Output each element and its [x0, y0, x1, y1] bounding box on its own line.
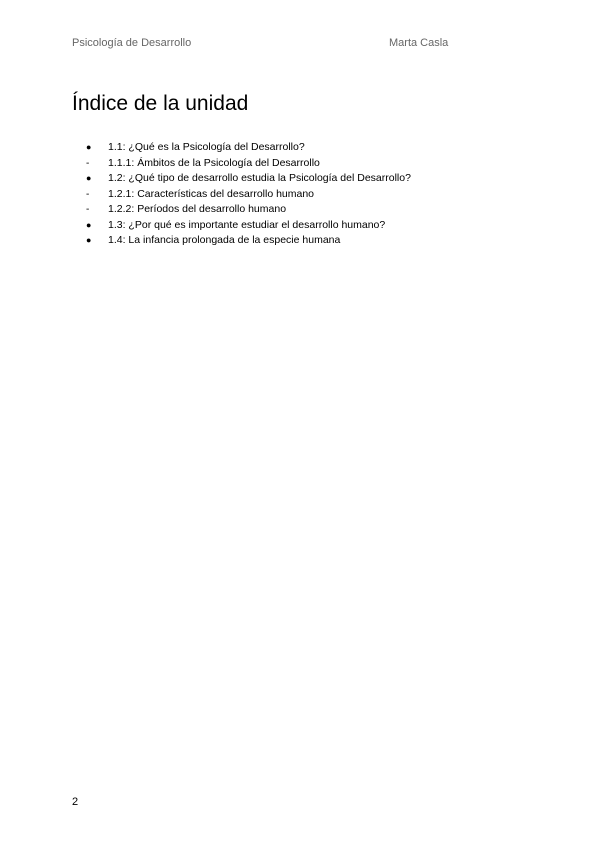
dash-marker: -: [86, 157, 90, 169]
toc-item-text: 1.2: ¿Qué tipo de desarrollo estudia la Psicología del Desarrollo?: [108, 172, 411, 184]
toc-item-text: 1.4: La infancia prolongada de la especie humana: [108, 234, 341, 246]
header-course-title: Psicología de Desarrollo: [72, 37, 192, 49]
toc-item-text: 1.1: ¿Qué es la Psicología del Desarrollo?: [108, 141, 305, 153]
toc-item-text: 1.1.1: Ámbitos de la Psicología del Desarrollo: [108, 156, 320, 169]
bullet-marker: ●: [86, 219, 92, 230]
dash-marker: -: [86, 204, 90, 215]
bullet-marker: ●: [86, 235, 92, 245]
bullet-marker: ●: [86, 173, 92, 183]
bullet-marker: ●: [86, 142, 92, 152]
dash-marker: -: [86, 188, 90, 200]
toc-item-text: 1.2.2: Períodos del desarrollo humano: [108, 203, 287, 215]
page-number: 2: [72, 796, 79, 808]
header-author: Marta Casla: [389, 37, 449, 49]
page-title: Índice de la unidad: [72, 92, 249, 115]
toc-item-text: 1.3: ¿Por qué es importante estudiar el desarrollo humano?: [108, 218, 386, 231]
toc-item-text: 1.2.1: Características del desarrollo humano: [108, 187, 315, 200]
